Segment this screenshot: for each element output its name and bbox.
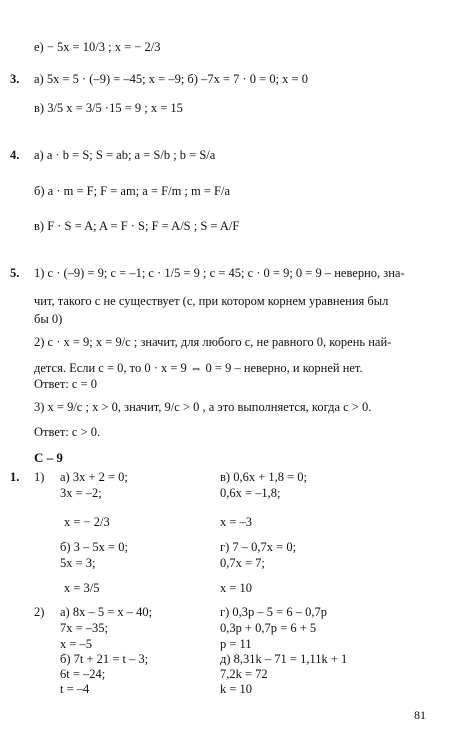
col2-right-2: 0,3p + 0,7p = 6 + 5 <box>220 621 317 635</box>
col-left-1: а) 3x + 2 = 0; <box>60 470 128 484</box>
col-right-6: x = 10 <box>220 581 253 595</box>
problem-5-line-1: 1) c · (–9) = 9; c = –1; c · 1/5 = 9 ; c = 45; c · 0 = 9; 0 = 9 – неверно, зна- <box>34 266 405 280</box>
subpart-1-label: 1) <box>34 470 45 484</box>
col-right-2: 0,6x = –1,8; <box>220 486 281 500</box>
problem-5-line-6: Ответ: c = 0 <box>34 377 98 391</box>
problem-1-number: 1. <box>10 470 20 484</box>
problem-3-line-a: а) 5x = 5 · (–9) = –45; x = –9; б) –7x = 7 · 0 = 0; x = 0 <box>34 72 308 86</box>
col-left-2: 3x = –2; <box>60 486 102 500</box>
problem-5-line-3: бы 0) <box>34 312 63 326</box>
col2-right-6: k = 10 <box>220 682 253 696</box>
col-left-3: x = − 2/3 <box>64 515 110 529</box>
col2-left-5: 6t = –24; <box>60 667 106 681</box>
problem-5-line-7: 3) x = 9/c ; x > 0, значит, 9/c > 0 , а это выполняется, когда c > 0. <box>34 400 372 414</box>
problem-5-line-8: Ответ: c > 0. <box>34 425 101 439</box>
problem-4-line-a: а) a · b = S; S = ab; a = S/b ; b = S/a <box>34 148 216 162</box>
col-right-3: x = –3 <box>220 515 253 529</box>
problem-4-line-c: в) F · S = A; A = F · S; F = A/S ; S = A/F <box>34 219 240 233</box>
col2-right-4: д) 8,31k – 71 = 1,11k + 1 <box>220 652 348 666</box>
col2-right-3: p = 11 <box>220 637 252 651</box>
problem-4-number: 4. <box>10 148 20 162</box>
page-number: 81 <box>414 708 426 722</box>
problem-5-line-4: 2) c · x = 9; x = 9/c ; значит, для любого c, не равного 0, корень най- <box>34 335 392 349</box>
col-right-5: 0,7x = 7; <box>220 556 265 570</box>
section-heading: С – 9 <box>34 450 63 465</box>
problem-4-line-b: б) a · m = F; F = am; a = F/m ; m = F/a <box>34 184 231 198</box>
col2-right-1: г) 0,3p – 5 = 6 – 0,7p <box>220 605 327 619</box>
col2-left-3: x = –5 <box>60 637 93 651</box>
col-right-1: в) 0,6x + 1,8 = 0; <box>220 470 308 484</box>
col2-left-1: а) 8x – 5 = x – 40; <box>60 605 153 619</box>
col2-right-5: 7,2k = 72 <box>220 667 268 681</box>
col-left-6: x = 3/5 <box>64 581 100 595</box>
problem-5-line-5: дется. Если c = 0, то 0 · x = 9 ⇔ 0 = 9 – неверно, и корней нет. <box>34 361 363 375</box>
line-e: е) − 5x = 10/3 ; x = − 2/3 <box>34 40 161 54</box>
problem-5-number: 5. <box>10 266 20 280</box>
col2-left-4: б) 7t + 21 = t – 3; <box>60 652 149 666</box>
col2-left-6: t = –4 <box>60 682 90 696</box>
col2-left-2: 7x = –35; <box>60 621 109 635</box>
problem-3-line-b: в) 3/5 x = 3/5 ·15 = 9 ; x = 15 <box>34 101 183 115</box>
col-left-5: 5x = 3; <box>60 556 96 570</box>
problem-5-line-2: чит, такого c не существует (c, при котором корнем уравнения был <box>34 294 389 308</box>
subpart-2-label: 2) <box>34 605 45 619</box>
col-left-4: б) 3 – 5x = 0; <box>60 540 128 554</box>
col-right-4: г) 7 – 0,7x = 0; <box>220 540 297 554</box>
problem-3-number: 3. <box>10 72 20 86</box>
